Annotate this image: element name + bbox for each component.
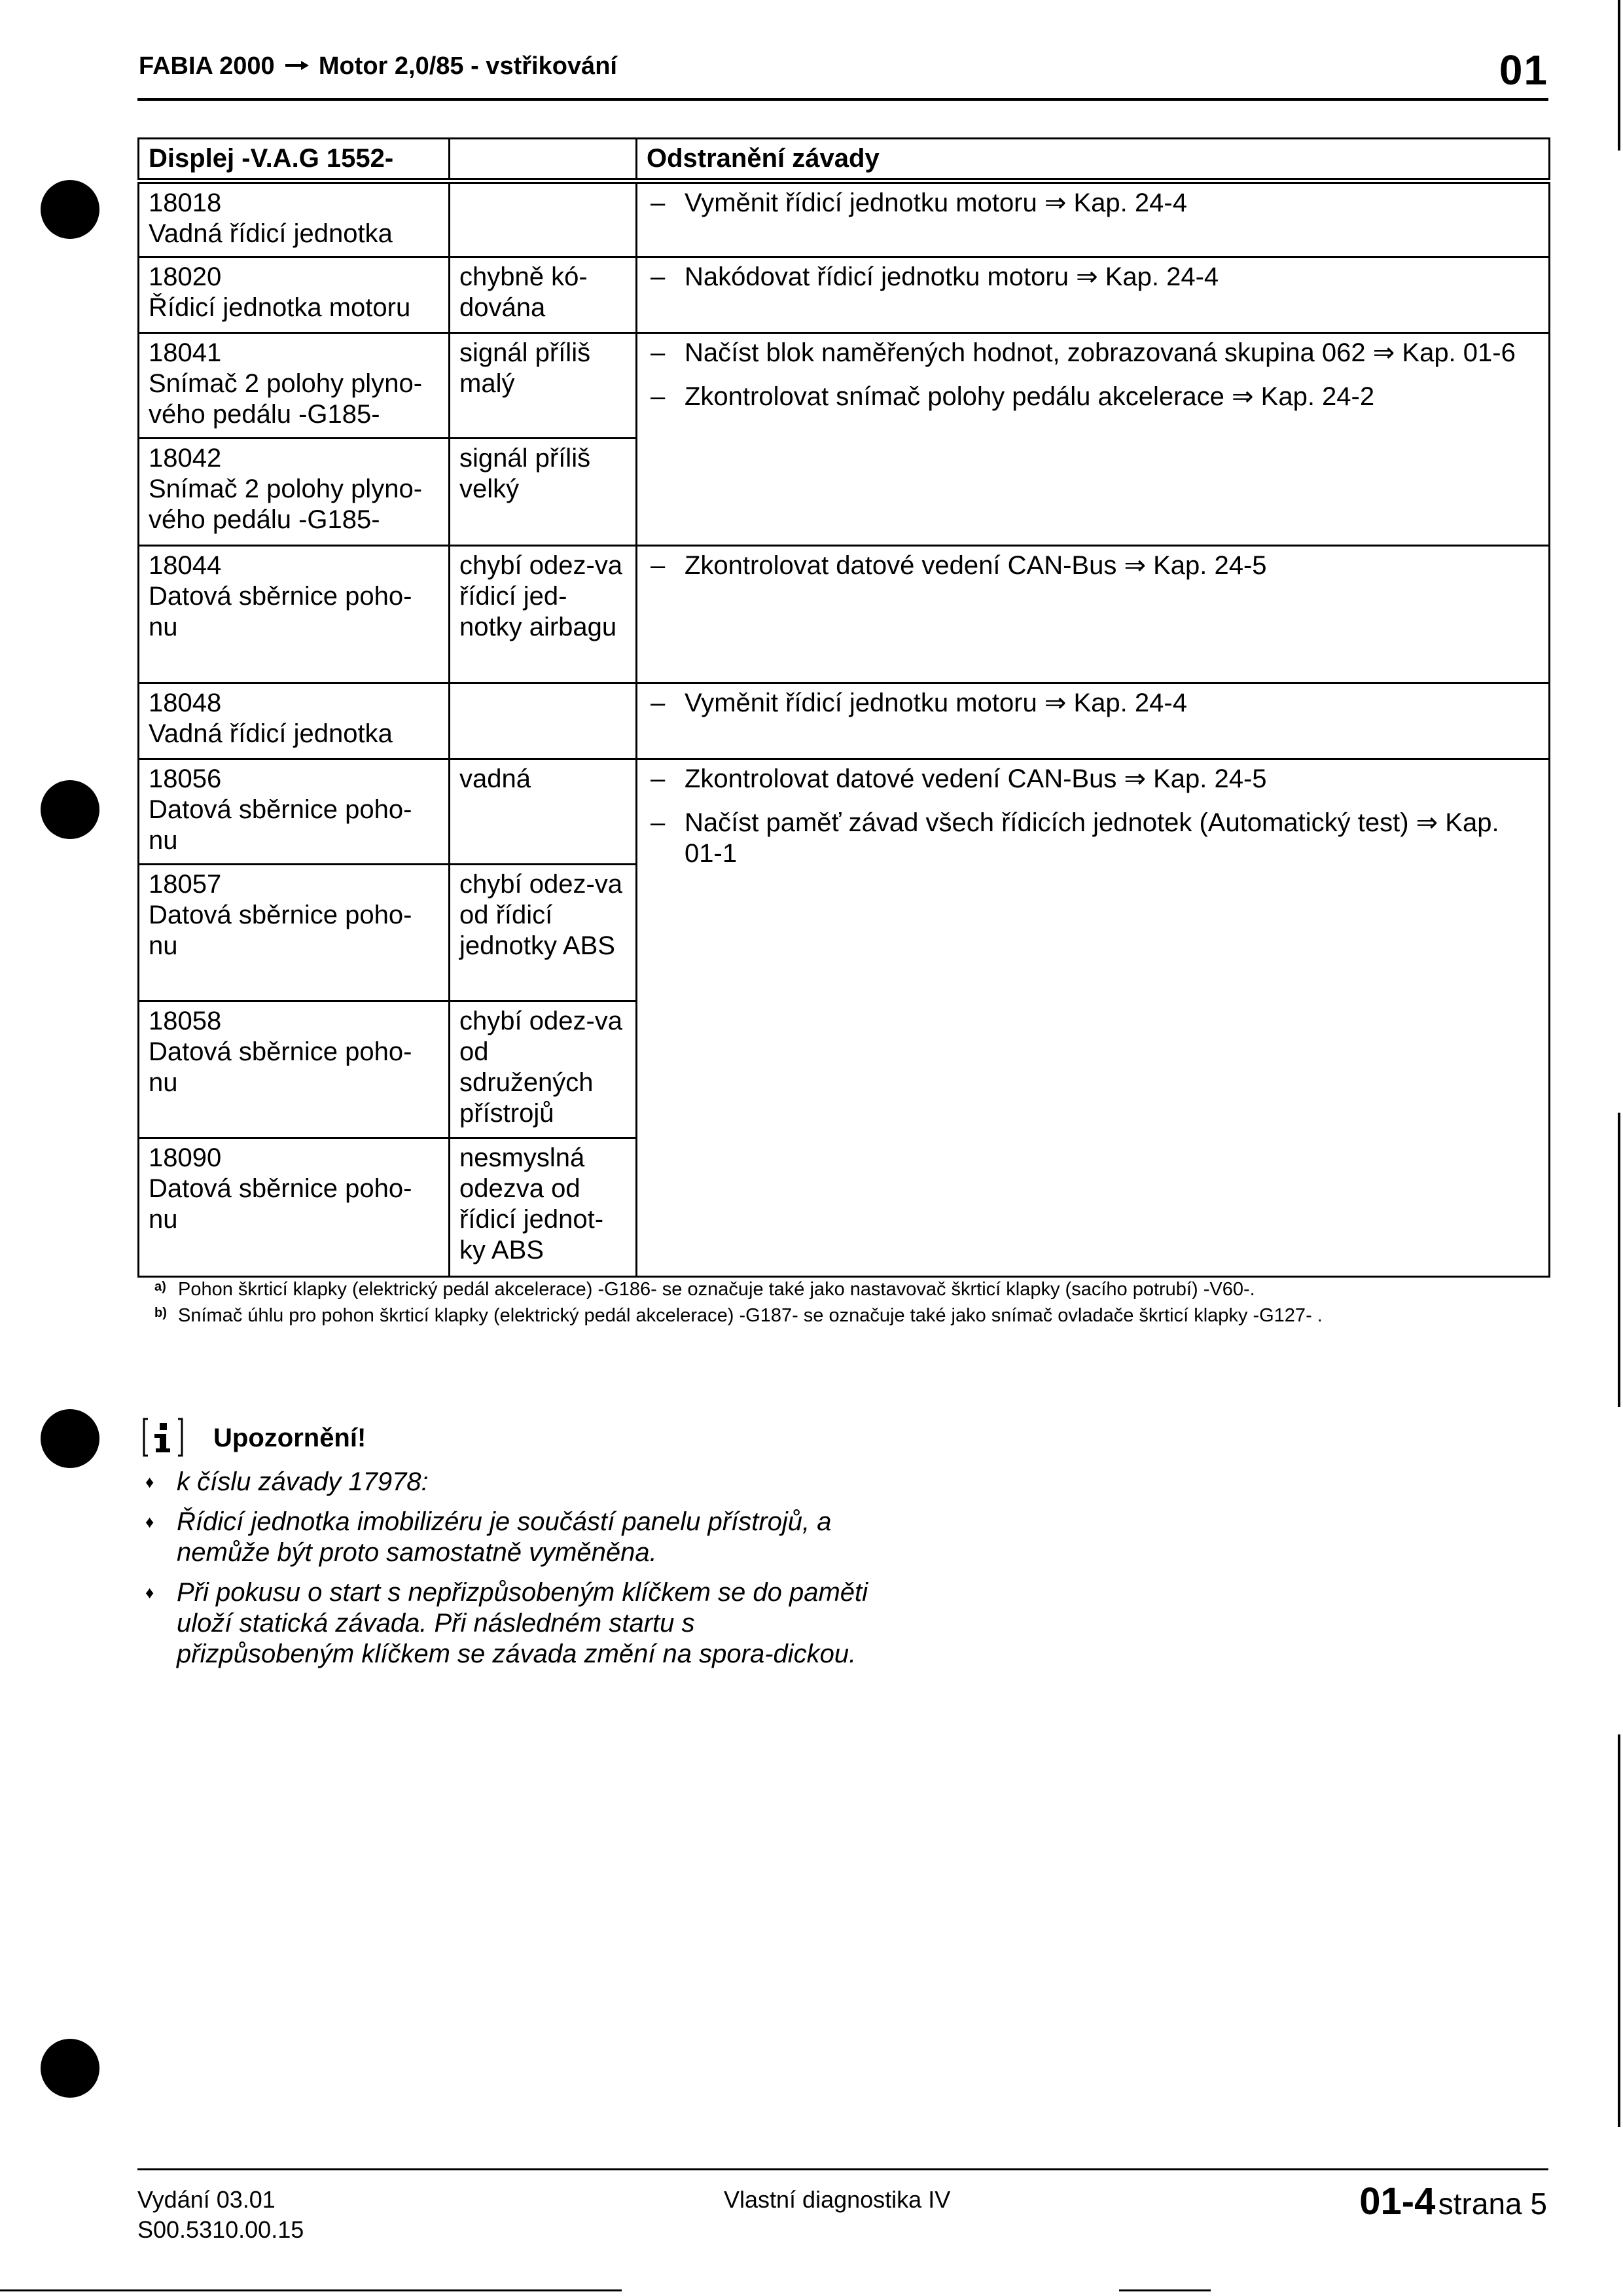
fault-code-table bbox=[137, 137, 1550, 1278]
fault-name: Řídicí jednotka motoru bbox=[149, 293, 411, 322]
footer-rule bbox=[137, 2168, 1548, 2170]
table-row bbox=[139, 683, 1550, 759]
fault-cell bbox=[139, 1138, 450, 1277]
table-row bbox=[139, 181, 1550, 257]
info-icon bbox=[141, 1417, 185, 1458]
fault-cell bbox=[139, 546, 450, 683]
remedy-cell bbox=[637, 546, 1550, 683]
punch-hole bbox=[41, 180, 99, 239]
fault-code: 18042 bbox=[149, 444, 222, 473]
document-number: S00.5310.00.15 bbox=[137, 2216, 304, 2243]
remedy-cell bbox=[637, 181, 1550, 257]
notice-box bbox=[137, 1417, 877, 1679]
notice-list bbox=[137, 1467, 877, 1670]
fault-state: signál příliš velký bbox=[450, 439, 637, 546]
remedy-item: – Zkontrolovat snímač polohy pedálu akcelerace ⇒ Kap. 24-2 bbox=[651, 382, 1375, 411]
remedy-item: – Nakódovat řídicí jednotku motoru ⇒ Kap. 24-4 bbox=[651, 262, 1219, 291]
fault-name: Datová sběrnice poho-nu bbox=[149, 1174, 412, 1234]
list-item: ♦ k číslu závady 17978: bbox=[145, 1467, 429, 1496]
fault-code: 18057 bbox=[149, 870, 222, 899]
fault-code: 18018 bbox=[149, 188, 222, 217]
remedy-item: – Vyměnit řídicí jednotku motoru ⇒ Kap. 24-4 bbox=[651, 188, 1187, 217]
edition-date: Vydání 03.01 bbox=[137, 2186, 276, 2213]
footnote-mark: b) bbox=[154, 1306, 167, 1320]
fault-state bbox=[450, 181, 637, 257]
remedy-item: – Vyměnit řídicí jednotku motoru ⇒ Kap. 24-4 bbox=[651, 689, 1187, 717]
fault-state: nesmyslná odezva od řídicí jednot-ky ABS bbox=[450, 1138, 637, 1277]
footnote-text: Pohon škrticí klapky (elektrický pedál akcelerace) -G186- se označuje také jako nastavovač škrticí klapky (sacího potrubí) -V60-. bbox=[178, 1279, 1255, 1300]
fault-code: 18041 bbox=[149, 338, 222, 367]
header-remedy: Odstranění závady bbox=[637, 139, 1550, 181]
scan-bottom-line bbox=[1119, 2289, 1211, 2291]
footnote-text: Snímač úhlu pro pohon škrticí klapky (elektrický pedál akcelerace) -G187- se označuje také jako snímač ovladače škrticí klapky -G127- . bbox=[178, 1305, 1323, 1326]
fault-state: chybně kó-dována bbox=[450, 257, 637, 333]
fault-name: Snímač 2 polohy plyno-vého pedálu -G185- bbox=[149, 475, 423, 534]
list-item: ♦ Řídicí jednotka imobilizéru je součástí panelu přístrojů, a nemůže být proto samostatně vyměněna. bbox=[145, 1507, 832, 1567]
fault-cell bbox=[139, 333, 450, 439]
header-engine: Motor 2,0/85 - vstřikování bbox=[318, 52, 617, 80]
notice-title: Upozornění! bbox=[213, 1424, 366, 1452]
fault-name: Datová sběrnice poho-nu bbox=[149, 1037, 412, 1097]
remedy-item: – Načíst paměť závad všech řídicích jednotek (Automatický test) ⇒ Kap. 01-1 bbox=[651, 808, 1499, 868]
remedy-cell bbox=[637, 257, 1550, 333]
fault-state: chybí odez-va řídicí jed-notky airbagu bbox=[450, 546, 637, 683]
fault-cell bbox=[139, 683, 450, 759]
notice-header bbox=[137, 1417, 877, 1460]
fault-code: 18056 bbox=[149, 764, 222, 793]
table-row bbox=[139, 546, 1550, 683]
fault-cell bbox=[139, 439, 450, 546]
footnote-mark: a) bbox=[154, 1280, 166, 1294]
header-state bbox=[450, 139, 637, 181]
footer-section: Vlastní diagnostika IV bbox=[724, 2186, 951, 2213]
punch-hole bbox=[41, 2039, 99, 2098]
scan-edge-line bbox=[1618, 1734, 1620, 2127]
fault-name: Vadná řídicí jednotka bbox=[149, 219, 393, 248]
fault-name: Datová sběrnice poho-nu bbox=[149, 582, 412, 641]
fault-state: chybí odez-va od řídicí jednotky ABS bbox=[450, 865, 637, 1001]
scan-bottom-line bbox=[0, 2289, 622, 2291]
punch-hole bbox=[41, 780, 99, 839]
table-header-row bbox=[139, 139, 1550, 181]
fault-state: vadná bbox=[450, 759, 637, 865]
bullet-icon: ♦ bbox=[145, 1472, 154, 1492]
punch-hole bbox=[41, 1409, 99, 1468]
remedy-cell bbox=[637, 333, 1550, 546]
header-model: FABIA 2000 bbox=[139, 52, 275, 80]
scan-edge-line bbox=[1618, 0, 1620, 151]
fault-code: 18058 bbox=[149, 1007, 222, 1035]
footnote bbox=[154, 1302, 1323, 1329]
fault-state: signál příliš malý bbox=[450, 333, 637, 439]
remedy-item: – Zkontrolovat datové vedení CAN-Bus ⇒ Kap. 24-5 bbox=[651, 764, 1267, 793]
footer-left bbox=[137, 2185, 304, 2245]
bullet-icon: ♦ bbox=[145, 1583, 154, 1602]
footer-page bbox=[1359, 2179, 1547, 2223]
fault-name: Datová sběrnice poho-nu bbox=[149, 795, 412, 855]
page-number: 01-4 bbox=[1359, 2180, 1436, 2223]
fault-cell bbox=[139, 759, 450, 865]
arrow-right-icon bbox=[285, 61, 309, 70]
fault-code: 18090 bbox=[149, 1143, 222, 1172]
remedy-item: – Zkontrolovat datové vedení CAN-Bus ⇒ Kap. 24-5 bbox=[651, 551, 1267, 580]
chapter-number: 01 bbox=[1499, 46, 1548, 94]
page-label: strana 5 bbox=[1438, 2187, 1547, 2221]
fault-code: 18044 bbox=[149, 551, 222, 580]
fault-code: 18020 bbox=[149, 262, 222, 291]
fault-code: 18048 bbox=[149, 689, 222, 717]
page-header bbox=[137, 46, 1551, 102]
footnote bbox=[154, 1276, 1323, 1302]
fault-cell bbox=[139, 1001, 450, 1138]
remedy-item: – Načíst blok naměřených hodnot, zobrazovaná skupina 062 ⇒ Kap. 01-6 bbox=[651, 338, 1516, 367]
header-rule bbox=[137, 98, 1548, 101]
bullet-icon: ♦ bbox=[145, 1512, 154, 1532]
table-row bbox=[139, 759, 1550, 865]
fault-name: Datová sběrnice poho-nu bbox=[149, 901, 412, 960]
fault-cell bbox=[139, 181, 450, 257]
header-title bbox=[139, 52, 617, 81]
fault-name: Snímač 2 polohy plyno-vého pedálu -G185- bbox=[149, 369, 423, 429]
fault-state bbox=[450, 683, 637, 759]
table-row bbox=[139, 257, 1550, 333]
fault-state: chybí odez-va od sdružených přístrojů bbox=[450, 1001, 637, 1138]
remedy-cell bbox=[637, 683, 1550, 759]
table-row bbox=[139, 333, 1550, 439]
remedy-cell bbox=[637, 759, 1550, 1277]
fault-cell bbox=[139, 865, 450, 1001]
header-display: Displej -V.A.G 1552- bbox=[139, 139, 450, 181]
list-item: ♦ Při pokusu o start s nepřizpůsobeným klíčkem se do paměti uloží statická závada. Při následném startu s přizpůsobeným klíčkem se závada změní na spora-dickou. bbox=[145, 1578, 868, 1668]
fault-cell bbox=[139, 257, 450, 333]
footnotes bbox=[154, 1276, 1323, 1329]
fault-name: Vadná řídicí jednotka bbox=[149, 719, 393, 748]
scan-edge-line bbox=[1618, 1113, 1620, 1407]
